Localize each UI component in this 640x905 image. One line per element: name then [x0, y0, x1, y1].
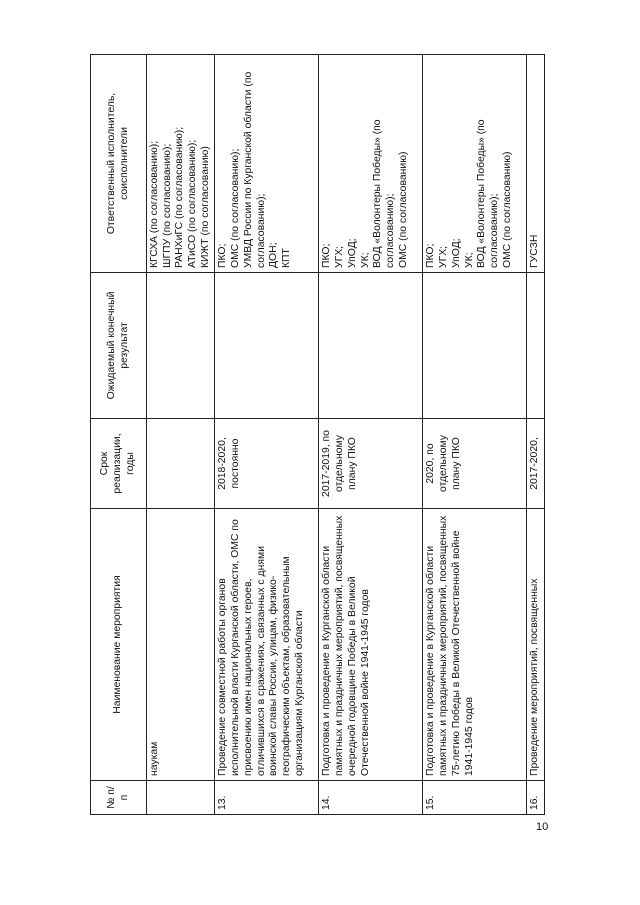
responsible-line: РАНХиГС (по согласованию); [174, 126, 186, 268]
row-term: 2017-2020, [527, 419, 545, 509]
responsible-line: УК; [359, 252, 371, 268]
row-responsible [527, 55, 545, 273]
table-row [319, 55, 423, 815]
responsible-line: УпОД; [346, 238, 358, 268]
header-term: Срок реализации, годы [91, 419, 147, 509]
row-number: 14. [319, 781, 423, 815]
table-header-row [91, 55, 147, 815]
responsible-line: ПКО; [425, 243, 437, 268]
table-row [215, 55, 319, 815]
row-number: 15. [423, 781, 527, 815]
responsible-line: ВОД «Волонтеры Победы» (по согласованию); [372, 119, 396, 268]
responsible-line: КИЖТ (по согласованию) [199, 146, 211, 268]
row-result [319, 273, 423, 419]
responsible-line: УпОД; [450, 238, 462, 268]
rotated-table-container [90, 55, 610, 833]
responsible-line: ОМС (по согласованию); [230, 148, 242, 268]
row-number: 16. [527, 781, 545, 815]
row-responsible [319, 55, 423, 273]
responsible-line: АТиСО (по согласованию); [187, 139, 199, 268]
row-term: 2017-2019, по отдельному плану ПКО [319, 419, 423, 509]
row-event-name: Подготовка и проведение в Курганской области памятных и праздничных мероприятий, посвященных очередной годовщине Победы в Великой Отечественной войне 1941-1945 годов [319, 509, 423, 781]
row-result [423, 273, 527, 419]
page-number: 10 [536, 821, 549, 833]
row-event-name: наукам [147, 509, 215, 781]
row-result [147, 273, 215, 419]
table-row [527, 55, 545, 815]
table-row [423, 55, 527, 815]
responsible-line: ДОН; [268, 242, 280, 268]
responsible-line: ПКО; [217, 243, 229, 268]
row-responsible [147, 55, 215, 273]
header-responsible: Ответственный исполнитель, соисполнители [91, 55, 147, 273]
row-event-name: Проведение совместной работы органов исполнительной власти Курганской области, ОМС по присвоению имен национальных героев, отличившихся в сражениях, связанных с днями воинской славы России, улицам, физико-географическим объектам, образовательным организациям Курганской области [215, 509, 319, 781]
row-event-name: Проведение мероприятий, посвященных [527, 509, 545, 781]
header-no: № п/п [91, 781, 147, 815]
responsible-line: УК; [463, 252, 475, 268]
header-name: Наименование мероприятия [91, 509, 147, 781]
responsible-line: УГХ; [438, 245, 450, 268]
table-row [147, 55, 215, 815]
row-number [147, 781, 215, 815]
responsible-line: ОМС (по согласованию) [501, 151, 513, 268]
row-term: 2020, по отдельному плану ПКО [423, 419, 527, 509]
responsible-line: ГУСЗН [529, 234, 541, 268]
responsible-line: ШГПУ (по согласованию); [161, 143, 173, 268]
row-result [215, 273, 319, 419]
row-result [527, 273, 545, 419]
responsible-line: КГСХА (по согласованию); [149, 140, 160, 268]
responsible-line: УГХ; [334, 245, 346, 268]
responsible-line: КПТ [280, 248, 292, 268]
row-term: 2018-2020, постоянно [215, 419, 319, 509]
row-number: 13. [215, 781, 319, 815]
responsible-line: УМВД России по Курганской области (по согласованию); [242, 71, 267, 268]
row-term [147, 419, 215, 509]
responsible-line: ПКО; [321, 243, 333, 268]
row-event-name: Подготовка и проведение в Курганской области памятных и праздничных мероприятий, посвященных 75-летию Победы в Великой Отечественной войне 1941-1945 годов [423, 509, 527, 781]
header-result: Ожидаемый конечный результат [91, 273, 147, 419]
responsible-line: ОМС (по согласованию) [397, 151, 409, 268]
row-responsible [215, 55, 319, 273]
events-table [90, 54, 545, 815]
row-responsible [423, 55, 527, 273]
responsible-line: ВОД «Волонтеры Победы» (по согласованию); [476, 119, 500, 268]
